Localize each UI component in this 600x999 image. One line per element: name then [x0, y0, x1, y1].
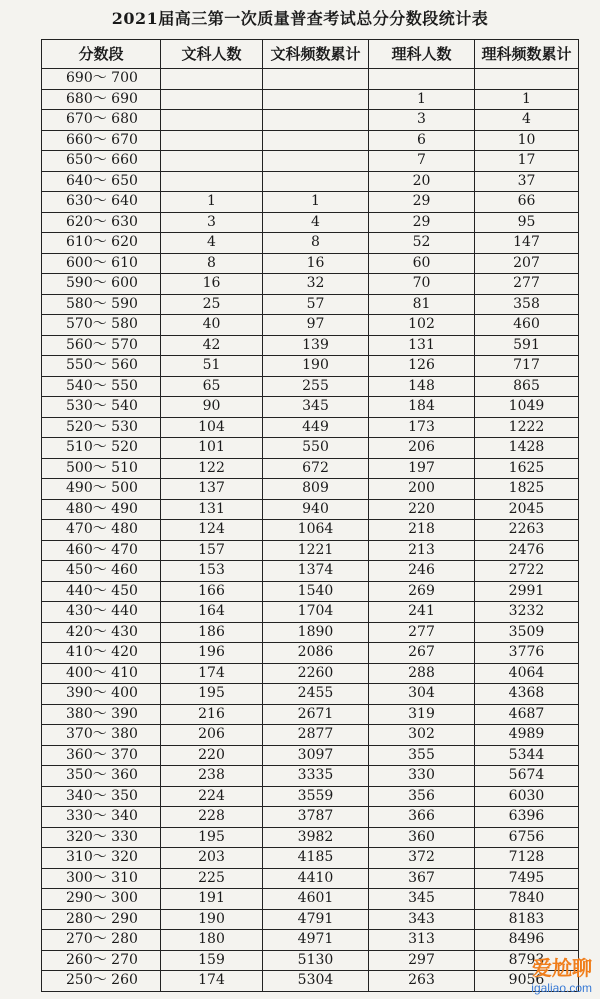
arts-count-cell: 40 [161, 315, 263, 336]
science-count-cell: 29 [369, 212, 475, 233]
score-range-cell: 650～ 660 [42, 151, 161, 172]
arts-count-cell: 216 [161, 704, 263, 725]
score-range-cell: 480～ 490 [42, 499, 161, 520]
science-count-cell: 200 [369, 479, 475, 500]
score-range-cell: 250～ 260 [42, 971, 161, 992]
arts-count-cell: 238 [161, 766, 263, 787]
arts-count-cell: 3 [161, 212, 263, 233]
science-cumulative-cell: 3232 [475, 602, 579, 623]
score-range-cell: 530～ 540 [42, 397, 161, 418]
science-count-cell: 102 [369, 315, 475, 336]
arts-cumulative-cell: 190 [263, 356, 369, 377]
score-range-cell: 600～ 610 [42, 253, 161, 274]
science-count-cell: 330 [369, 766, 475, 787]
score-range-cell: 450～ 460 [42, 561, 161, 582]
arts-cumulative-cell: 1374 [263, 561, 369, 582]
science-cumulative-cell: 358 [475, 294, 579, 315]
science-count-cell: 366 [369, 807, 475, 828]
table-body [42, 69, 579, 992]
science-count-cell: 3 [369, 110, 475, 131]
header-arts-count: 文科人数 [161, 40, 263, 69]
table-row [42, 848, 579, 869]
score-range-cell: 300～ 310 [42, 868, 161, 889]
science-cumulative-cell: 66 [475, 192, 579, 213]
arts-count-cell: 195 [161, 827, 263, 848]
science-cumulative-cell: 6030 [475, 786, 579, 807]
arts-count-cell: 225 [161, 868, 263, 889]
score-range-cell: 350～ 360 [42, 766, 161, 787]
science-cumulative-cell: 3776 [475, 643, 579, 664]
arts-cumulative-cell [263, 171, 369, 192]
score-range-cell: 470～ 480 [42, 520, 161, 541]
arts-count-cell: 131 [161, 499, 263, 520]
science-count-cell: 246 [369, 561, 475, 582]
arts-count-cell: 16 [161, 274, 263, 295]
science-cumulative-cell: 6396 [475, 807, 579, 828]
arts-count-cell: 1 [161, 192, 263, 213]
science-count-cell: 213 [369, 540, 475, 561]
score-range-cell: 640～ 650 [42, 171, 161, 192]
arts-count-cell: 174 [161, 971, 263, 992]
arts-count-cell: 8 [161, 253, 263, 274]
header-science-count: 理科人数 [369, 40, 475, 69]
arts-count-cell: 159 [161, 950, 263, 971]
arts-cumulative-cell: 3559 [263, 786, 369, 807]
table-row [42, 561, 579, 582]
page-title: 2021届高三第一次质量普查考试总分分数段统计表 [111, 9, 489, 28]
arts-cumulative-cell: 5304 [263, 971, 369, 992]
score-range-cell: 620～ 630 [42, 212, 161, 233]
arts-cumulative-cell: 2455 [263, 684, 369, 705]
science-cumulative-cell: 8496 [475, 930, 579, 951]
arts-count-cell: 90 [161, 397, 263, 418]
header-score-range: 分数段 [42, 40, 161, 69]
science-count-cell: 343 [369, 909, 475, 930]
arts-cumulative-cell [263, 69, 369, 90]
science-count-cell: 184 [369, 397, 475, 418]
arts-cumulative-cell: 1221 [263, 540, 369, 561]
score-range-cell: 290～ 300 [42, 889, 161, 910]
arts-cumulative-cell: 672 [263, 458, 369, 479]
arts-count-cell [161, 89, 263, 110]
table-row [42, 602, 579, 623]
science-cumulative-cell: 5344 [475, 745, 579, 766]
arts-cumulative-cell: 3097 [263, 745, 369, 766]
science-cumulative-cell: 4989 [475, 725, 579, 746]
science-count-cell [369, 69, 475, 90]
score-range-cell: 310～ 320 [42, 848, 161, 869]
table-row [42, 540, 579, 561]
table-row [42, 786, 579, 807]
arts-cumulative-cell: 1704 [263, 602, 369, 623]
table-row [42, 458, 579, 479]
table-row [42, 335, 579, 356]
score-range-cell: 500～ 510 [42, 458, 161, 479]
science-cumulative-cell: 147 [475, 233, 579, 254]
arts-cumulative-cell [263, 110, 369, 131]
table-row [42, 909, 579, 930]
science-cumulative-cell: 10 [475, 130, 579, 151]
arts-count-cell: 4 [161, 233, 263, 254]
science-cumulative-cell: 2722 [475, 561, 579, 582]
science-count-cell: 70 [369, 274, 475, 295]
arts-count-cell: 25 [161, 294, 263, 315]
score-range-cell: 590～ 600 [42, 274, 161, 295]
table-row [42, 622, 579, 643]
score-range-cell: 610～ 620 [42, 233, 161, 254]
table-row [42, 643, 579, 664]
science-cumulative-cell: 4368 [475, 684, 579, 705]
science-count-cell: 220 [369, 499, 475, 520]
science-count-cell: 148 [369, 376, 475, 397]
table-row [42, 171, 579, 192]
science-count-cell: 356 [369, 786, 475, 807]
science-cumulative-cell: 460 [475, 315, 579, 336]
score-range-cell: 580～ 590 [42, 294, 161, 315]
arts-cumulative-cell: 255 [263, 376, 369, 397]
arts-cumulative-cell: 32 [263, 274, 369, 295]
arts-cumulative-cell: 57 [263, 294, 369, 315]
science-count-cell: 218 [369, 520, 475, 541]
score-range-cell: 680～ 690 [42, 89, 161, 110]
science-cumulative-cell: 17 [475, 151, 579, 172]
science-count-cell: 7 [369, 151, 475, 172]
table-row [42, 745, 579, 766]
watermark-name: 爱尬聊 [532, 958, 592, 980]
science-cumulative-cell: 5674 [475, 766, 579, 787]
science-cumulative-cell: 6756 [475, 827, 579, 848]
table-row [42, 725, 579, 746]
arts-count-cell: 164 [161, 602, 263, 623]
arts-cumulative-cell: 2086 [263, 643, 369, 664]
arts-cumulative-cell: 809 [263, 479, 369, 500]
science-cumulative-cell: 591 [475, 335, 579, 356]
science-cumulative-cell: 2476 [475, 540, 579, 561]
science-count-cell: 60 [369, 253, 475, 274]
arts-count-cell [161, 151, 263, 172]
science-cumulative-cell: 3509 [475, 622, 579, 643]
arts-cumulative-cell: 940 [263, 499, 369, 520]
table-row [42, 151, 579, 172]
arts-cumulative-cell: 449 [263, 417, 369, 438]
science-count-cell: 345 [369, 889, 475, 910]
arts-count-cell: 206 [161, 725, 263, 746]
arts-cumulative-cell: 1540 [263, 581, 369, 602]
score-range-cell: 320～ 330 [42, 827, 161, 848]
science-cumulative-cell [475, 69, 579, 90]
table-row [42, 274, 579, 295]
arts-count-cell: 174 [161, 663, 263, 684]
arts-count-cell: 186 [161, 622, 263, 643]
science-cumulative-cell: 7840 [475, 889, 579, 910]
arts-count-cell [161, 110, 263, 131]
arts-cumulative-cell: 345 [263, 397, 369, 418]
score-range-cell: 560～ 570 [42, 335, 161, 356]
science-count-cell: 313 [369, 930, 475, 951]
arts-count-cell: 153 [161, 561, 263, 582]
science-cumulative-cell: 2991 [475, 581, 579, 602]
table-row [42, 417, 579, 438]
table-row [42, 704, 579, 725]
table-row [42, 581, 579, 602]
score-range-cell: 380～ 390 [42, 704, 161, 725]
arts-count-cell: 195 [161, 684, 263, 705]
arts-cumulative-cell: 16 [263, 253, 369, 274]
arts-cumulative-cell: 2877 [263, 725, 369, 746]
table-row [42, 253, 579, 274]
table-row [42, 233, 579, 254]
score-range-cell: 690～ 700 [42, 69, 161, 90]
arts-cumulative-cell: 3335 [263, 766, 369, 787]
score-range-cell: 430～ 440 [42, 602, 161, 623]
site-watermark [531, 952, 592, 995]
arts-cumulative-cell [263, 151, 369, 172]
arts-cumulative-cell: 4791 [263, 909, 369, 930]
table-row [42, 130, 579, 151]
science-cumulative-cell: 8183 [475, 909, 579, 930]
table-row [42, 950, 579, 971]
score-range-cell: 340～ 350 [42, 786, 161, 807]
arts-cumulative-cell: 2260 [263, 663, 369, 684]
science-count-cell: 304 [369, 684, 475, 705]
science-cumulative-cell: 9056 [475, 971, 579, 992]
science-cumulative-cell: 207 [475, 253, 579, 274]
table-row [42, 397, 579, 418]
arts-count-cell: 157 [161, 540, 263, 561]
table-row [42, 356, 579, 377]
table-row [42, 807, 579, 828]
arts-cumulative-cell: 4 [263, 212, 369, 233]
table-row [42, 110, 579, 131]
science-count-cell: 173 [369, 417, 475, 438]
science-count-cell: 372 [369, 848, 475, 869]
arts-count-cell: 137 [161, 479, 263, 500]
arts-count-cell: 203 [161, 848, 263, 869]
table-row [42, 438, 579, 459]
table-row [42, 212, 579, 233]
science-count-cell: 267 [369, 643, 475, 664]
arts-cumulative-cell: 139 [263, 335, 369, 356]
science-cumulative-cell: 4687 [475, 704, 579, 725]
arts-cumulative-cell: 4971 [263, 930, 369, 951]
science-cumulative-cell: 37 [475, 171, 579, 192]
science-cumulative-cell: 2045 [475, 499, 579, 520]
science-count-cell: 355 [369, 745, 475, 766]
score-range-cell: 540～ 550 [42, 376, 161, 397]
arts-count-cell: 224 [161, 786, 263, 807]
science-cumulative-cell: 4064 [475, 663, 579, 684]
arts-cumulative-cell: 3787 [263, 807, 369, 828]
science-cumulative-cell: 1825 [475, 479, 579, 500]
arts-count-cell: 180 [161, 930, 263, 951]
science-count-cell: 241 [369, 602, 475, 623]
table-row [42, 89, 579, 110]
table-row [42, 315, 579, 336]
table-row [42, 971, 579, 992]
table-row [42, 684, 579, 705]
table-row [42, 868, 579, 889]
arts-count-cell: 166 [161, 581, 263, 602]
science-count-cell: 263 [369, 971, 475, 992]
arts-cumulative-cell: 97 [263, 315, 369, 336]
score-range-cell: 510～ 520 [42, 438, 161, 459]
science-cumulative-cell: 1 [475, 89, 579, 110]
arts-cumulative-cell: 4410 [263, 868, 369, 889]
table-row [42, 69, 579, 90]
score-range-cell: 440～ 450 [42, 581, 161, 602]
science-count-cell: 81 [369, 294, 475, 315]
score-range-cell: 660～ 670 [42, 130, 161, 151]
score-range-cell: 270～ 280 [42, 930, 161, 951]
score-range-cell: 520～ 530 [42, 417, 161, 438]
score-range-cell: 360～ 370 [42, 745, 161, 766]
science-count-cell: 131 [369, 335, 475, 356]
table-row [42, 889, 579, 910]
arts-cumulative-cell [263, 89, 369, 110]
score-range-cell: 420～ 430 [42, 622, 161, 643]
arts-cumulative-cell: 3982 [263, 827, 369, 848]
science-count-cell: 360 [369, 827, 475, 848]
science-count-cell: 277 [369, 622, 475, 643]
score-range-cell: 410～ 420 [42, 643, 161, 664]
arts-cumulative-cell: 1064 [263, 520, 369, 541]
science-cumulative-cell: 7495 [475, 868, 579, 889]
score-distribution-table [41, 39, 579, 992]
score-range-cell: 550～ 560 [42, 356, 161, 377]
header-arts-cumulative: 文科频数累计 [263, 40, 369, 69]
arts-count-cell: 191 [161, 889, 263, 910]
arts-cumulative-cell: 4601 [263, 889, 369, 910]
score-range-cell: 570～ 580 [42, 315, 161, 336]
table-row [42, 766, 579, 787]
science-cumulative-cell: 1049 [475, 397, 579, 418]
arts-count-cell: 196 [161, 643, 263, 664]
table-row [42, 479, 579, 500]
science-count-cell: 1 [369, 89, 475, 110]
arts-cumulative-cell: 2671 [263, 704, 369, 725]
science-count-cell: 302 [369, 725, 475, 746]
table-row [42, 520, 579, 541]
science-count-cell: 20 [369, 171, 475, 192]
score-range-cell: 280～ 290 [42, 909, 161, 930]
science-count-cell: 52 [369, 233, 475, 254]
science-cumulative-cell: 95 [475, 212, 579, 233]
score-range-cell: 490～ 500 [42, 479, 161, 500]
arts-count-cell: 42 [161, 335, 263, 356]
header-science-cumulative: 理科频数累计 [475, 40, 579, 69]
arts-count-cell: 228 [161, 807, 263, 828]
science-cumulative-cell: 1625 [475, 458, 579, 479]
score-range-cell: 390～ 400 [42, 684, 161, 705]
arts-count-cell: 122 [161, 458, 263, 479]
science-cumulative-cell: 277 [475, 274, 579, 295]
science-count-cell: 6 [369, 130, 475, 151]
score-range-cell: 330～ 340 [42, 807, 161, 828]
score-range-cell: 400～ 410 [42, 663, 161, 684]
arts-count-cell: 104 [161, 417, 263, 438]
arts-cumulative-cell: 8 [263, 233, 369, 254]
arts-count-cell: 51 [161, 356, 263, 377]
arts-count-cell: 220 [161, 745, 263, 766]
science-count-cell: 206 [369, 438, 475, 459]
score-range-cell: 260～ 270 [42, 950, 161, 971]
table-row [42, 192, 579, 213]
arts-cumulative-cell: 1890 [263, 622, 369, 643]
table-row [42, 663, 579, 684]
score-range-cell: 630～ 640 [42, 192, 161, 213]
science-count-cell: 367 [369, 868, 475, 889]
science-cumulative-cell: 7128 [475, 848, 579, 869]
score-range-cell: 670～ 680 [42, 110, 161, 131]
score-range-cell: 370～ 380 [42, 725, 161, 746]
science-count-cell: 297 [369, 950, 475, 971]
arts-count-cell [161, 69, 263, 90]
arts-cumulative-cell [263, 130, 369, 151]
science-count-cell: 269 [369, 581, 475, 602]
science-count-cell: 197 [369, 458, 475, 479]
arts-cumulative-cell: 1 [263, 192, 369, 213]
header-row [42, 40, 579, 69]
arts-count-cell: 65 [161, 376, 263, 397]
science-cumulative-cell: 1428 [475, 438, 579, 459]
science-count-cell: 319 [369, 704, 475, 725]
arts-cumulative-cell: 4185 [263, 848, 369, 869]
arts-count-cell [161, 130, 263, 151]
table-row [42, 376, 579, 397]
arts-cumulative-cell: 5130 [263, 950, 369, 971]
watermark-url: igaliao.com [531, 981, 592, 995]
table-row [42, 499, 579, 520]
science-count-cell: 288 [369, 663, 475, 684]
science-cumulative-cell: 2263 [475, 520, 579, 541]
arts-count-cell: 124 [161, 520, 263, 541]
science-cumulative-cell: 865 [475, 376, 579, 397]
science-cumulative-cell: 1222 [475, 417, 579, 438]
table-row [42, 827, 579, 848]
arts-cumulative-cell: 550 [263, 438, 369, 459]
arts-count-cell [161, 171, 263, 192]
science-cumulative-cell: 717 [475, 356, 579, 377]
science-count-cell: 126 [369, 356, 475, 377]
table-row [42, 930, 579, 951]
table-row [42, 294, 579, 315]
score-range-cell: 460～ 470 [42, 540, 161, 561]
science-count-cell: 29 [369, 192, 475, 213]
arts-count-cell: 101 [161, 438, 263, 459]
science-cumulative-cell: 8793 [475, 950, 579, 971]
arts-count-cell: 190 [161, 909, 263, 930]
science-cumulative-cell: 4 [475, 110, 579, 131]
